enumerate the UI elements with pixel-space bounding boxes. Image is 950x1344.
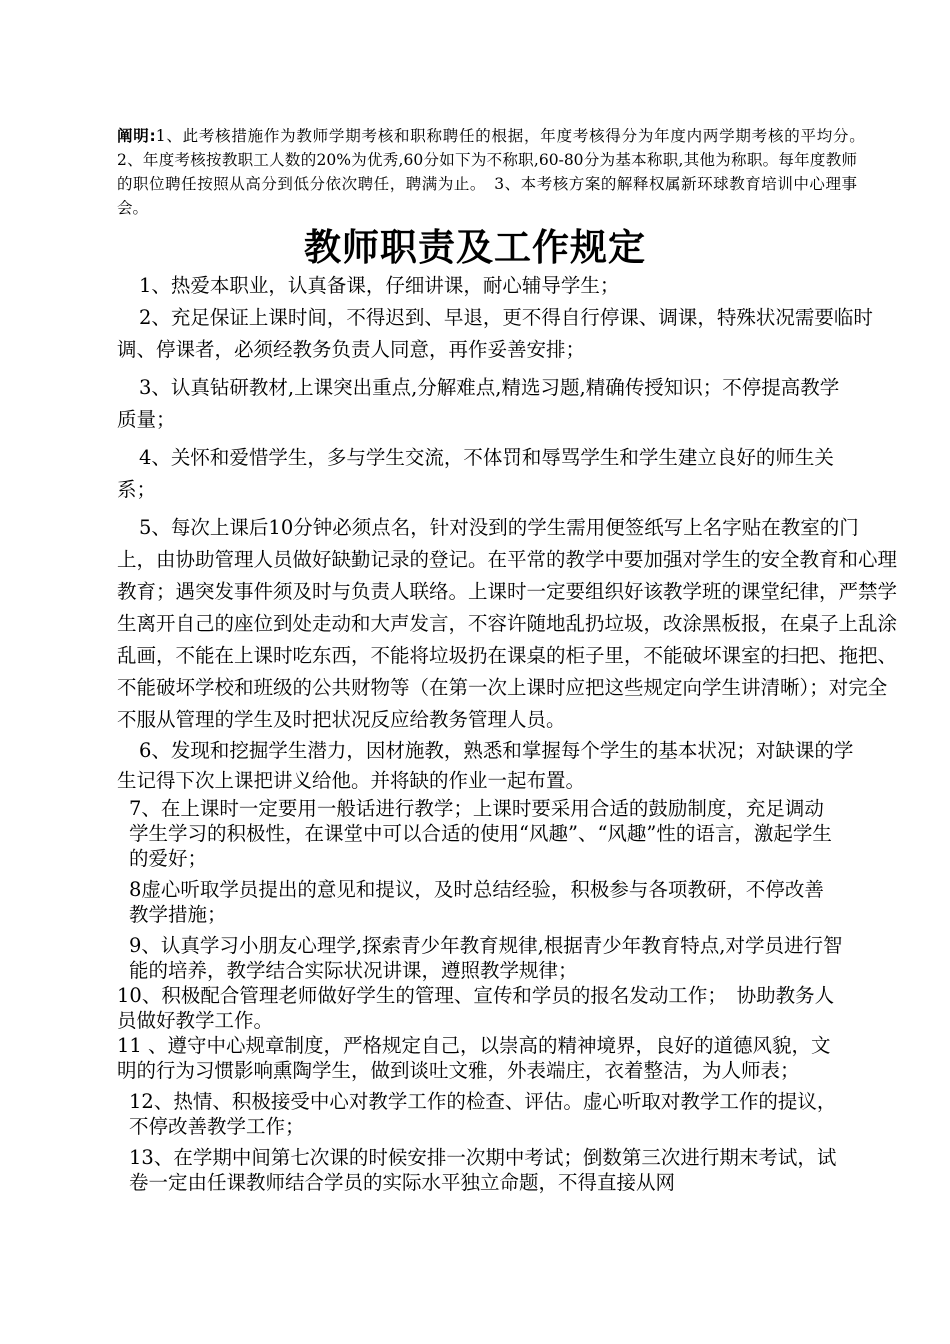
rule-item-13: 13、在学期中间第七次课的时候安排一次期中考试；倒数第三次进行期末考试，试卷一定由任课教师结合学员的实际水平独立命题，不得直接从网 [129, 1146, 837, 1194]
rule-item-2: 2、充足保证上课时间，不得迟到、早退，更不得自行停课、调课，特殊状况需要临时调、停课者，必须经教务负责人同意，再作妥善安排； [117, 306, 873, 361]
rules-list [117, 270, 897, 1195]
note-label: 阐明: [117, 127, 156, 145]
rule-item-12: 12、热情、积极接受中心对教学工作的检查、评估。虚心听取对教学工作的提议，不停改善教学工作； [129, 1090, 837, 1138]
rule-item-3: 3、认真钻研教材,上课突出重点,分解难点,精选习题,精确传授知识；不停提高教学质量； [117, 376, 840, 431]
rule-item-11: 11 、遵守中心规章制度，严格规定自己，以崇高的精神境界，良好的道德风貌，文明的行为习惯影响熏陶学生，做到谈吐文雅，外表端庄，衣着整洁，为人师表； [117, 1034, 831, 1082]
rule-item-10: 10、积极配合管理老师做好学生的管理、宣传和学员的报名发动工作； 协助教务人员做好教学工作。 [117, 984, 835, 1032]
rule-item-8: 8虚心听取学员提出的意见和提议，及时总结经验，积极参与各项教研，不停改善教学措施； [129, 878, 824, 926]
rule-item-7: 7、在上课时一定要用一般话进行教学；上课时要采用合适的鼓励制度，充足调动学生学习的积极性，在课堂中可以合适的使用“风趣”、“风趣”性的语言，激起学生的爱好； [129, 797, 832, 870]
rule-item-6: 6、发现和挖掘学生潜力，因材施教，熟悉和掌握每个学生的基本状况；对缺课的学生记得下次上课把讲义给他。并将缺的作业一起布置。 [117, 739, 854, 792]
rule-item-4: 4、关怀和爱惜学生，多与学生交流，不体罚和辱骂学生和学生建立良好的师生关系； [117, 446, 834, 501]
rule-item-5: 5、每次上课后10分钟必须点名，针对没到的学生需用便签纸写上名字贴在教室的门上，由协助管理人员做好缺勤记录的登记。在平常的教学中要加强对学生的安全教育和心理教育；遇突发事件须及时与负责人联络。上课时一定要组织好该教学班的课堂纪律，严禁学生离开自己的座位到处走动和大声发言，不容许随地乱扔垃圾，改涂黑板报，在桌子上乱涂乱画，不能在上课时吃东西，不能将垃圾扔在课桌的柜子里，不能破坏课室的扫把、拖把、不能破坏学校和班级的公共财物等（在第一次上课时应把这些规定向学生讲清晰）；对完全不服从管理的学生及时把状况反应给教务管理人员。 [117, 516, 898, 731]
rule-item-1: 1、热爱本职业，认真备课，仔细讲课，耐心辅导学生； [139, 274, 620, 297]
page-title: 教师职责及工作规定 [304, 225, 646, 269]
note-text: 1、此考核措施作为教师学期考核和职称聘任的根据，年度考核得分为年度内两学期考核的平均分。 2、年度考核按教职工人数的20%为优秀,60分如下为不称职,60-80分为基本称职,其他为称职。每年度教师的职位聘任按照从高分到低分依次聘任，聘满为止。 3、本考核方案的解释权属新环球教育培训中心理事会。 [117, 127, 873, 217]
note-paragraph [117, 124, 873, 220]
rule-item-9: 9、认真学习小朋友心理学,探索青少年教育规律,根据青少年教育特点,对学员进行智能的培养，教学结合实际状况讲课，遵照教学规律； [129, 934, 843, 982]
